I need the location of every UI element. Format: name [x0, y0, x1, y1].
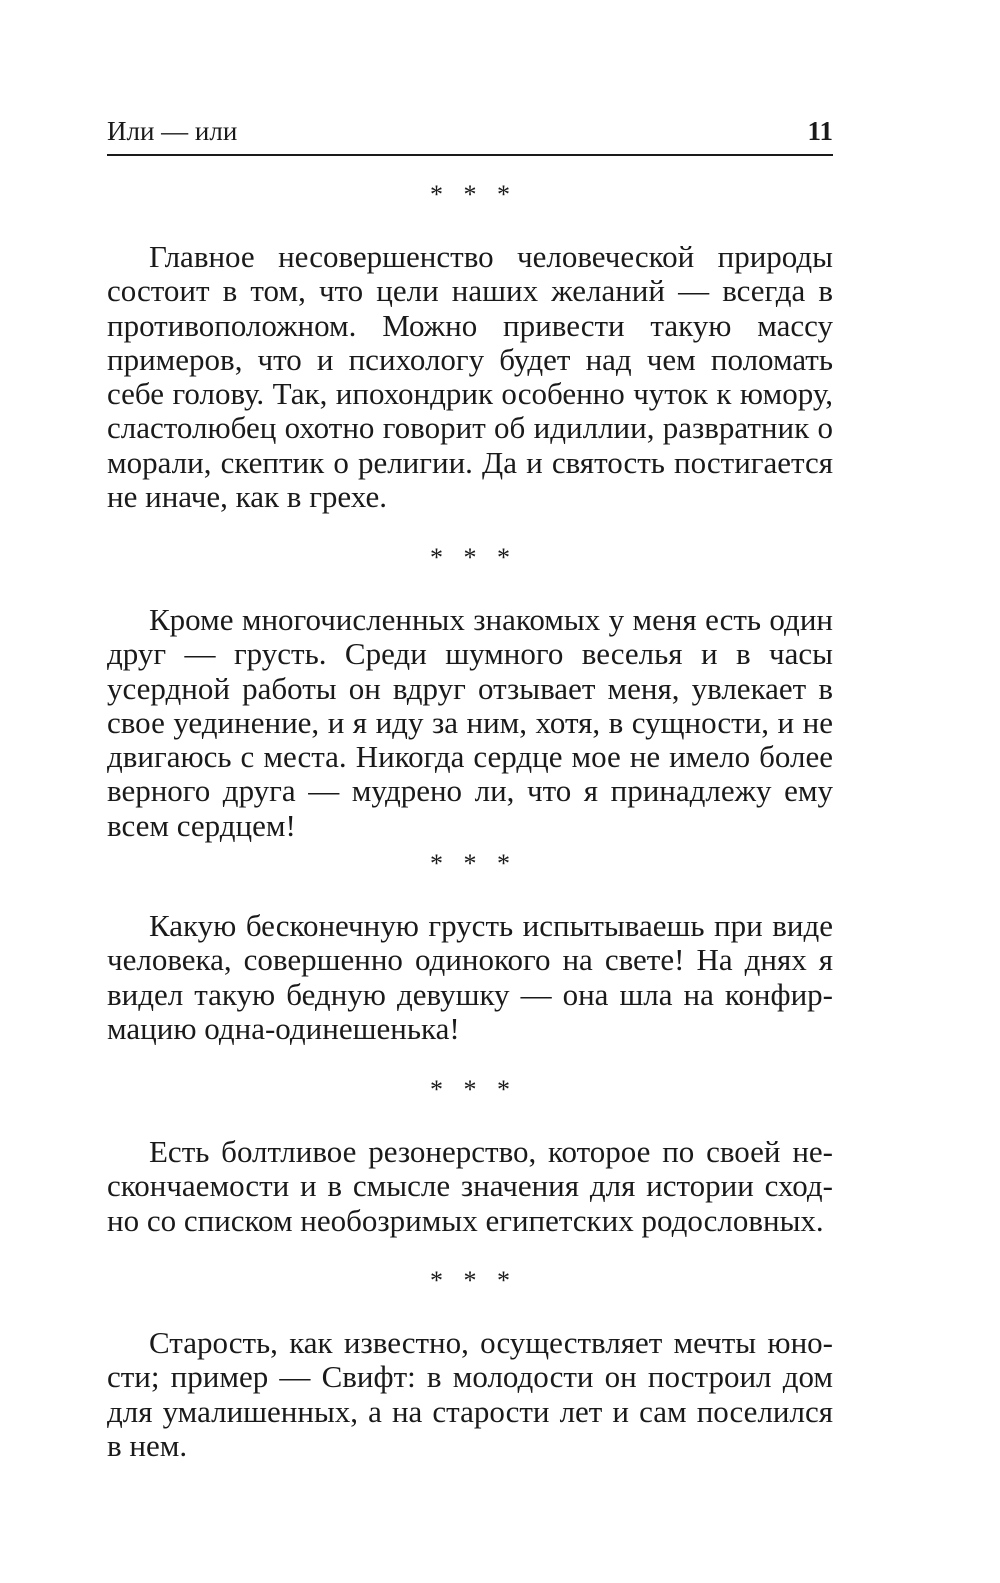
paragraph: Какую бесконечную грусть испытываешь при виде человека, совершенно одинокого на свете! На днях я видел такую бедную девушку — она шла на конфирмацию одна-одинешенька!: [107, 908, 833, 1046]
section-separator: * * *: [430, 180, 510, 209]
section-separator: * * *: [430, 1075, 510, 1104]
section-separator: * * *: [430, 849, 510, 878]
section-1: [107, 180, 833, 514]
paragraph: Кроме многочисленных знакомых у меня есть один друг — грусть. Среди шумного веселья и в часы усердной работы он вдруг отзывает меня, увлекает в свое уединение, и я иду за ним, хотя, в сущности, и не двигаюсь с места. Никогда сердце мое не имело более верного друга — мудрено ли, что я принадлежу ему всем сердцем!: [107, 602, 833, 843]
section-3: [107, 849, 833, 1046]
running-title: Или — или: [107, 116, 238, 146]
section-separator: * * *: [430, 1266, 510, 1295]
paragraph: Старость, как известно, осуществляет мечты юности; пример — Свифт: в молодости он построил дом для умалишенных, а на старости лет и сам поселился в нем.: [107, 1325, 833, 1463]
paragraph: Главное несовершенство человеческой природы состоит в том, что цели наших желаний — всегда в противоположном. Можно привести такую массу примеров, что и психологу будет над чем поломать себе голову. Так, ипохондрик особенно чуток к юмору, сластолюбец охотно говорит об идиллии, развратник о морали, скептик о религии. Да и святость постигается не иначе, как в грехе.: [107, 239, 833, 515]
section-separator: * * *: [430, 543, 510, 572]
page-number: 11: [807, 116, 833, 146]
running-header: [107, 114, 833, 156]
section-2: [107, 543, 833, 843]
section-5: [107, 1266, 833, 1463]
paragraph: Есть болтливое резонерство, которое по своей нескончаемости и в смысле значения для истории сходно со списком необозримых египетских родословных.: [107, 1134, 833, 1238]
section-4: [107, 1075, 833, 1238]
